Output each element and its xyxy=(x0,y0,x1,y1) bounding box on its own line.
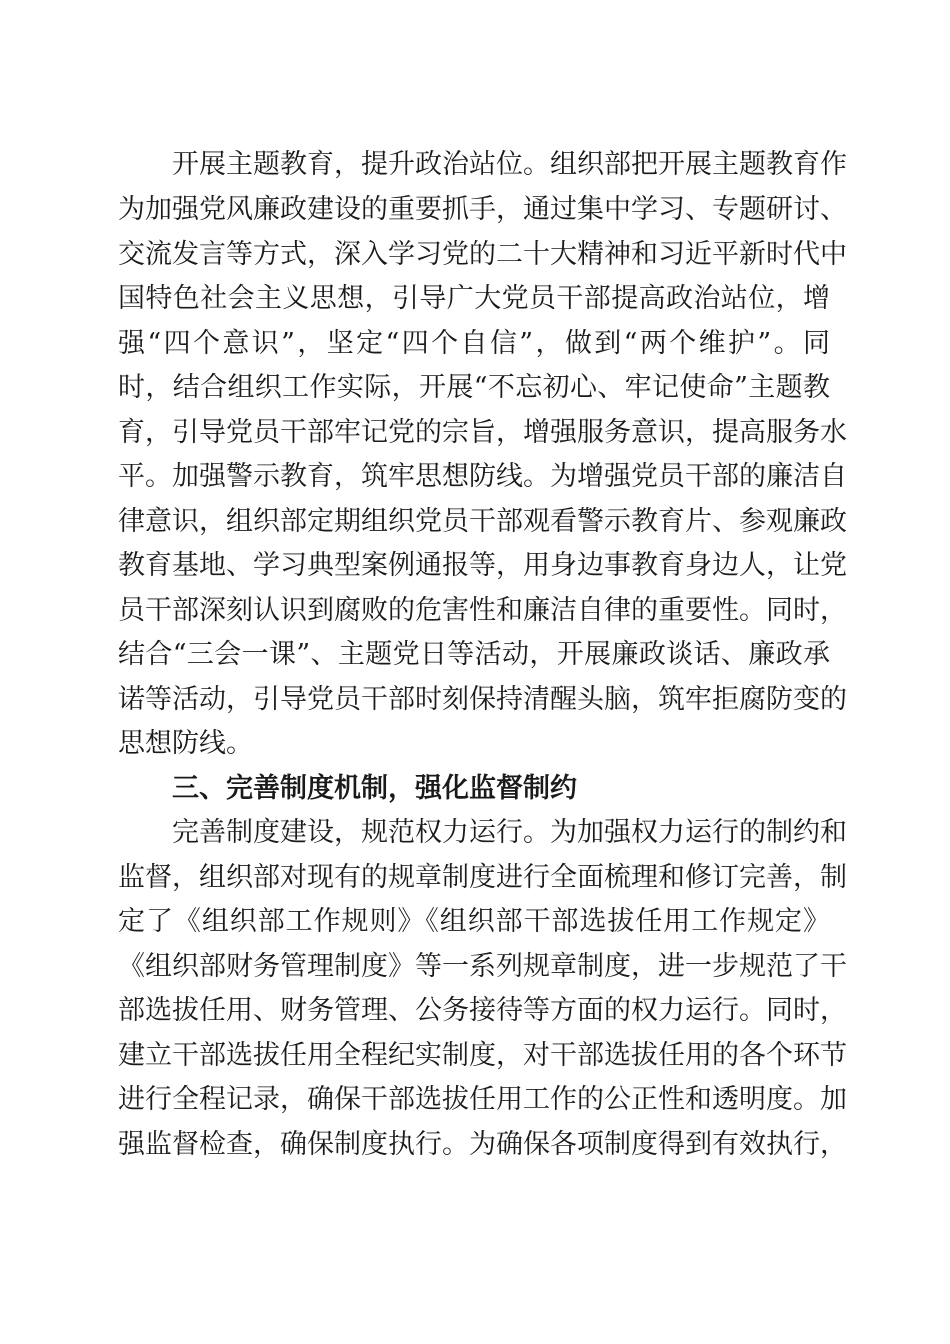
paragraph-1-line-2: 为加强党风廉政建设的重要抓手，通过集中学习、专题研讨、 xyxy=(118,194,847,225)
paragraph-1-line-13: 诺等活动，引导党员干部时刻保持清醒头脑，筑牢拒腐防变的 xyxy=(118,684,847,715)
paragraph-1-line-11: 员干部深刻认识到腐败的危害性和廉洁自律的重要性。同时， xyxy=(118,595,847,626)
paragraph-1-line-1: 开展主题教育，提升政治站位。组织部把开展主题教育作 xyxy=(172,149,847,180)
paragraph-2-line-1: 完善制度建设，规范权力运行。为加强权力运行的制约和 xyxy=(172,817,847,848)
paragraph-1-line-14: 思想防线。 xyxy=(118,728,253,759)
paragraph-2-line-5: 部选拔任用、财务管理、公务接待等方面的权力运行。同时， xyxy=(118,995,847,1026)
paragraph-1-line-7: 育，引导党员干部牢记党的宗旨，增强服务意识，提高服务水 xyxy=(118,417,847,448)
paragraph-2-line-7: 进行全程记录，确保干部选拔任用工作的公正性和透明度。加 xyxy=(118,1084,847,1115)
paragraph-1-line-10: 教育基地、学习典型案例通报等，用身边事教育身边人，让党 xyxy=(118,550,847,581)
paragraph-2-line-8: 强监督检查，确保制度执行。为确保各项制度得到有效执行， xyxy=(118,1129,847,1160)
paragraph-1-line-3: 交流发言等方式，深入学习党的二十大精神和习近平新时代中 xyxy=(118,239,847,270)
paragraph-1-line-9: 律意识，组织部定期组织党员干部观看警示教育片、参观廉政 xyxy=(118,506,847,537)
paragraph-1-line-8: 平。加强警示教育，筑牢思想防线。为增强党员干部的廉洁自 xyxy=(118,461,847,492)
paragraph-2-line-6: 建立干部选拔任用全程纪实制度，对干部选拔任用的各个环节 xyxy=(118,1040,847,1071)
paragraph-1-line-12: 结合“三会一课”、主题党日等活动，开展廉政谈话、廉政承 xyxy=(118,639,830,670)
paragraph-2-line-4: 《组织部财务管理制度》等一系列规章制度，进一步规范了干 xyxy=(118,951,847,982)
paragraph-1-line-4: 国特色社会主义思想，引导广大党员干部提高政治站位，增 xyxy=(118,283,830,314)
paragraph-2-line-3: 定了《组织部工作规则》《组织部干部选拔任用工作规定》 xyxy=(118,906,830,937)
paragraph-1-line-6: 时，结合组织工作实际，开展“不忘初心、牢记使命”主题教 xyxy=(118,372,830,403)
section-heading: 三、完善制度机制，强化监督制约 xyxy=(172,773,577,804)
paragraph-2-line-2: 监督，组织部对现有的规章制度进行全面梳理和修订完善，制 xyxy=(118,862,847,893)
paragraph-1-line-5: 强“四个意识”，坚定“四个自信”，做到“两个维护”。同 xyxy=(118,328,830,359)
